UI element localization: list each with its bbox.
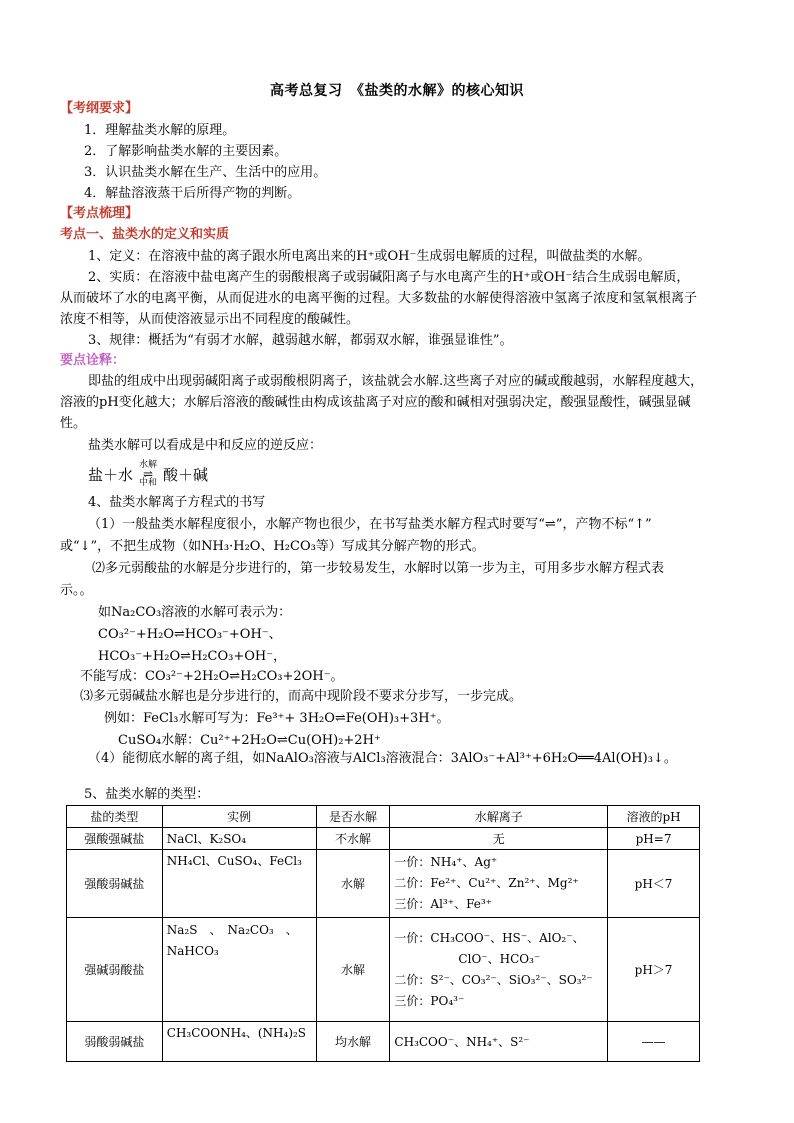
equation-arrow-bottom-label: 中和: [139, 478, 158, 488]
requirement-2: 2．了解影响盐类水解的主要因素。: [84, 144, 288, 159]
ion-line: 二价：Fe²⁺、Cu²⁺、Zn²⁺、Mg²⁺: [394, 876, 579, 890]
table-header-cell: 盐的类型: [67, 806, 163, 828]
cuso4-example: CuSO₄水解：Cu²⁺+2H₂O⇌Cu(OH)₂+2H⁺: [118, 733, 381, 748]
ions-cell: [390, 850, 608, 918]
ion-line: 二价：S²⁻、CO₃²⁻、SiO₃²⁻、SO₃²⁻: [394, 972, 593, 987]
equation-arrow-top-label: 水解: [139, 460, 158, 470]
example-cell: NaCl、K₂SO₄: [162, 828, 316, 850]
rule-4-2-line-2: 示。。: [60, 583, 93, 598]
na2co3-equation-1: CO₃²⁻+H₂O⇌HCO₃⁻+OH⁻、: [98, 627, 282, 642]
table-row: [67, 1022, 700, 1062]
hydrolysis-cell: 水解: [316, 850, 390, 918]
section-header-kaogang: 【考纲要求】: [60, 101, 139, 116]
note-text-1: 即盐的组成中出现弱碱阳离子或弱酸根阴离子，该盐就会水解.这些离子对应的碱或酸越弱，水解程度越大，: [88, 374, 704, 389]
ions-cell: CH₃COO⁻、NH₄⁺、S²⁻: [390, 1022, 608, 1062]
equation-right: 酸＋碱: [163, 465, 209, 484]
reverse-reaction-text: 盐类水解可以看成是中和反应的逆反应：: [88, 438, 323, 453]
hydrolysis-equation: [88, 460, 208, 488]
note-title: 要点诠释：: [60, 353, 126, 368]
hydrolysis-cell: 水解: [316, 918, 390, 1022]
requirement-3: 3．认识盐类水解在生产、生活中的应用。: [84, 165, 327, 180]
ph-cell: pH=7: [608, 828, 700, 850]
ion-line: 三价：PO₄³⁻: [394, 993, 465, 1008]
table-header-cell: 是否水解: [316, 806, 390, 828]
requirement-4: 4．解盐溶液蒸干后所得产物的判断。: [84, 186, 301, 201]
note-text-3: 性。: [60, 416, 87, 431]
section-header-kaodian: 【考点梳理】: [60, 206, 139, 221]
table-header-cell: 实例: [162, 806, 316, 828]
ion-line: 一价：NH₄⁺、Ag⁺: [394, 855, 498, 869]
example-cell: Na₂S 、 Na₂CO₃ 、NaHCO₃: [162, 918, 316, 1022]
rule-4-1-line-1: （1）一般盐类水解程度很小，水解产物也很少，在书写盐类水解方程式时要写“⇌”，产物不标“↑”: [88, 517, 652, 532]
point-1-title: 考点一、盐类水的定义和实质: [60, 227, 230, 242]
ph-cell: pH＜7: [608, 850, 700, 918]
rule-4-1-line-2: 或“↓”，不把生成物（如NH₃·H₂O、H₂CO₃等）写成其分解产物的形式。: [60, 539, 485, 554]
ph-cell: ——: [608, 1022, 700, 1062]
rule-4-2-line-1: ⑵多元弱酸盐的水解是分步进行的，第一步较易发生，水解时以第一步为主，可用多步水解方程式表: [92, 561, 665, 576]
example-cell: CH₃COONH₄、(NH₄)₂S: [162, 1022, 316, 1062]
salt-type-cell: 强碱弱酸盐: [67, 918, 163, 1022]
reversible-arrow-icon: 水解 ⇌ 中和: [139, 460, 158, 488]
ion-line: 三价：Al³⁺、Fe³⁺: [394, 897, 492, 911]
rule-4-4: （4）能彻底水解的离子组，如NaAlO₃溶液与AlCl₃溶液混合：3AlO₃⁻+Al³⁺+6H₂O══4Al(OH)₃↓。: [88, 751, 677, 766]
ph-cell: pH＞7: [608, 918, 700, 1022]
definition-text: 1、定义：在溶液中盐的离子跟水所电离出来的H⁺或OH⁻生成弱电解质的过程，叫做盐类的水解。: [88, 249, 651, 264]
page-title: 高考总复习 《盐类的水解》的核心知识: [270, 83, 524, 99]
hydrolysis-type-table: [66, 805, 700, 1062]
table-header-row: [67, 806, 700, 828]
table-row: [67, 828, 700, 850]
essence-text-2: 从而破坏了水的电离平衡，从而促进水的电离平衡的过程。大多数盐的水解使得溶液中氢离子浓度和氢氧根离子: [60, 291, 698, 306]
essence-text-1: 2、实质：在溶液中盐电离产生的弱酸根离子或弱碱阳离子与水电离产生的H⁺或OH⁻结合生成弱电解质，: [88, 270, 690, 285]
na2co3-equation-2: HCO₃⁻+H₂O⇌H₂CO₃+OH⁻，: [98, 649, 287, 664]
table-header-cell: 水解离子: [390, 806, 608, 828]
ion-line: ClO⁻、HCO₃⁻: [458, 951, 541, 966]
hydrolysis-cell: 不水解: [316, 828, 390, 850]
note-text-2: 溶液的pH变化越大；水解后溶液的酸碱性由构成该盐离子对应的酸和碱相对强弱决定，酸强显酸性，碱强显碱: [60, 395, 691, 410]
essence-text-3: 浓度不相等，从而使溶液显示出不同程度的酸碱性。: [60, 312, 360, 327]
table-row: [67, 918, 700, 1022]
section-4-title: 4、盐类水解离子方程式的书写: [88, 495, 266, 510]
hydrolysis-cell: 均水解: [316, 1022, 390, 1062]
requirement-1: 1．理解盐类水解的原理。: [84, 123, 236, 138]
section-5-title: 5、盐类水解的类型：: [84, 787, 210, 802]
fecl3-example: 例如：FeCl₃水解可写为：Fe³⁺+ 3H₂O⇌Fe(OH)₃+3H⁺。: [104, 711, 450, 726]
table-row: [67, 850, 700, 918]
na2co3-intro: 如Na₂CO₃溶液的水解可表示为：: [98, 605, 292, 620]
ions-cell: [390, 918, 608, 1022]
ion-line: 一价：CH₃COO⁻、HS⁻、AlO₂⁻、: [394, 930, 585, 945]
salt-type-cell: 强酸强碱盐: [67, 828, 163, 850]
equation-left: 盐＋水: [88, 465, 134, 484]
rule-text: 3、规律：概括为“有弱才水解，越弱越水解，都弱双水解，谁强显谁性”。: [88, 333, 513, 348]
salt-type-cell: 弱酸弱碱盐: [67, 1022, 163, 1062]
salt-type-cell: 强酸弱碱盐: [67, 850, 163, 918]
rule-4-3: ⑶多元弱碱盐水解也是分步进行的，而高中现阶段不要求分步写，一步完成。: [80, 689, 523, 704]
table-header-cell: 溶液的pH: [608, 806, 700, 828]
ions-cell: 无: [390, 828, 608, 850]
example-cell: NH₄Cl、CuSO₄、FeCl₃: [162, 850, 316, 918]
na2co3-wrong-equation: 不能写成：CO₃²⁻+2H₂O⇌H₂CO₃+2OH⁻。: [80, 669, 344, 684]
